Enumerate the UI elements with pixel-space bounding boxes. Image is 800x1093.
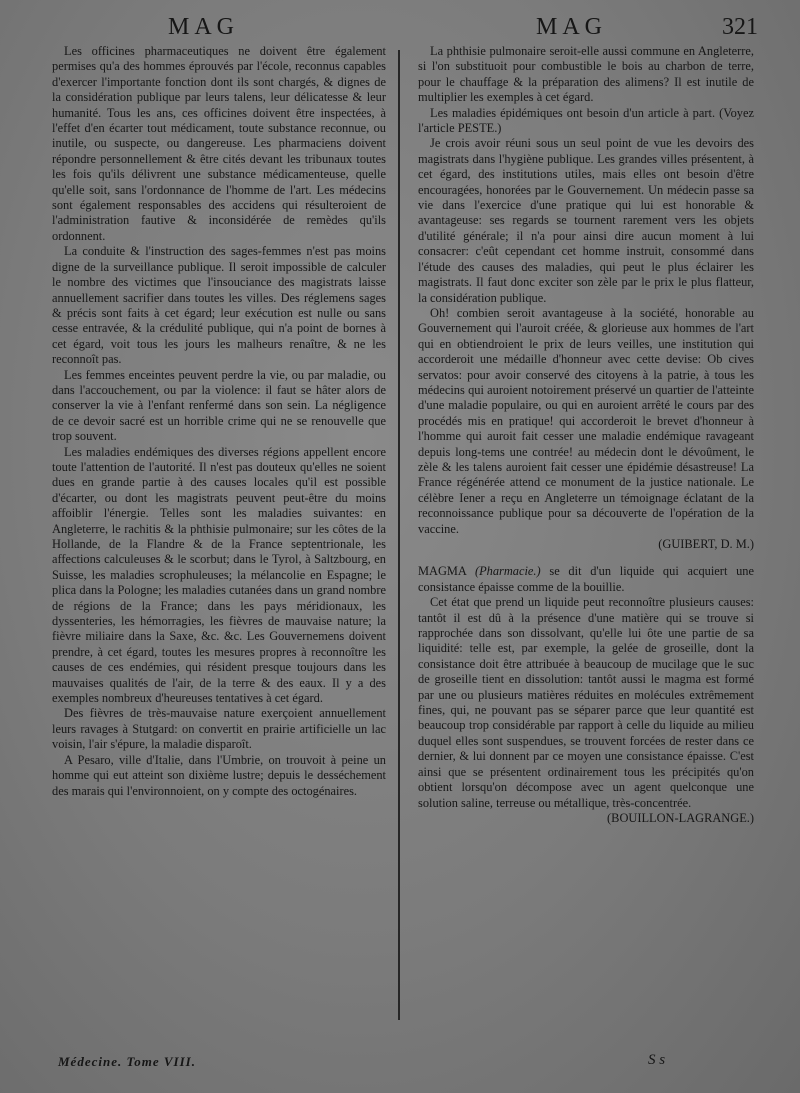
paragraph-medaille: Oh! combien seroit avantageuse à la société, honorable au Gouvernement qui l'auroit créée, & glorieuse aux hommes de l'art qui en obtiendroient le prix de leurs veilles, une institution qui accorderoit une médaille d'honneur avec cette devise: Ob cives servatos: pour avoir conservé des citoyens à la patrie, à tous les médecins qui auroient notoirement préservé un quartier de l'atteinte d'une maladie populaire, ou qui en auroient arrêté le cours par des procédés mis en pratique! qui accorderoit le brevet d'honneur à l'homme qui auroit fait cesser une maladie endémique ravageant depuis long-tems une contrée! au médecin dont le dévoûment, le zèle & les talens auroient fait cesser une épidémie désastreuse! La France régénérée attend ce monument de la justice nationale. Le célèbre Iener a reçu en Angleterre un témoignage éclatant de la reconnoissance publique pour sa découverte de l'opération de la vaccine.	[418, 305, 754, 536]
footer-signature-mark: S s	[648, 1052, 666, 1068]
signature-bouillon-lagrange: (BOUILLON-LAGRANGE.)	[607, 810, 754, 825]
paragraph-sages-femmes: La conduite & l'instruction des sages-femmes n'est pas moins digne de la surveillance publique. Il seroit impossible de calculer le nombre des victimes que l'insouciance des magistrats laisse annuellement sacrifier dans toutes les villes. Des réglemens sages & précis sont faits à cet égard; leur exécution est nulle ou sans cesse entravée, & la crédulité publique, qui n'a point de bornes à cet égard, voit tous les jours les malheurs renaître, & ne les reconnoît pas.	[52, 244, 386, 367]
paragraph-officines: Les officines pharmaceutiques ne doivent être également permises qu'a des hommes éprouvés par l'école, reconnus capables d'exercer l'importante fonction dont ils sont chargés, & dignes de la considération publique par leurs talens, leur délicatesse & leur humanité. Tous les ans, ces officines doivent être inspectées, à l'effet d'en écarter tout médicament, toute substance reconnue, ou inutile, ou suspecte, ou dangereuse. Les pharmaciens doivent répondre personnellement & être cités devant les tribunaux toutes les fois qu'ils délivrent une substance médicamenteuse, quelle qu'elle soit, sans l'ordonnance de l'homme de l'art. Les médecins sont également responsables des accidens qui résulteroient de l'administration fautive & inconsidérée de remèdes qu'ils ordonnent.	[52, 44, 386, 243]
paragraph-femmes-enceintes: Les femmes enceintes peuvent perdre la vie, ou par maladie, ou dans l'accouchement, ou par la violence: il faut se hâter alors de conserver la vie à l'enfant renfermé dans son sein. La négligence de ce devoir sacré est un horrible crime qui ne se renouvelle que trop souvent.	[52, 367, 386, 444]
right-column	[418, 44, 754, 1074]
footer-volume: Médecine. Tome VIII.	[58, 1054, 196, 1069]
paragraph-epidemiques: Les maladies épidémiques ont besoin d'un article à part. (Voyez l'article PESTE.)	[418, 105, 754, 136]
entry-magma	[418, 564, 754, 595]
paragraph-magma-detail: Cet état que prend un liquide peut reconnoître plusieurs causes: tantôt il est dû à la présence d'une matière qui se trouve si rapprochée dans son dissolvant, qu'elle lui ôte une partie de sa liquidité: telle est, par exemple, la gelée de groseille, dont la consistance doit être attribuée à beaucoup de mucilage que le suc de groseille tient en dissolution: tantôt aussi le magma est formé par une ou plusieurs matières réduites en molécules extrêmement fines, qui, ne pouvant pas se séparer parce que leur quantité est beaucoup trop considérable par rapport à celle du liquide au milieu duquel elles sont suspendues, se trouvent forcées de rester dans ce dernier, & lui donnent par ce moyen une consistance épaisse. C'est ainsi que se présentent ordinairement tous les précipités qu'on obtient lorsqu'on décompose avec un agent quelconque une solution saline, terreuse ou métallique, très-concentrée.	[418, 595, 754, 810]
paragraph-pesaro: A Pesaro, ville d'Italie, dans l'Umbrie, on trouvoit à peine un homme qui eut atteint son dixième lustre; depuis le desséchement des marais qui l'environnoient, on y compte des octogénaires.	[52, 752, 386, 798]
page-number: 321	[722, 14, 758, 40]
signature-guibert: (GUIBERT, D. M.)	[658, 537, 754, 551]
left-column	[52, 44, 386, 1074]
magma-definition: se dit d'un liquide qui acquiert une consistance épaisse comme de la bouillie.	[418, 564, 754, 594]
running-head-right: MAG	[536, 14, 608, 40]
paragraph-stutgard: Des fièvres de très-mauvaise nature exerçoient annuellement leurs ravages à Stutgard: on convertit en prairie artificielle un lac voisin, l'air s'épure, la maladie disparoît.	[52, 706, 386, 752]
magma-headword: MAGMA	[418, 564, 467, 579]
paragraph-magistrats: Je crois avoir réuni sous un seul point de vue les devoirs des magistrats dans l'hygiène publique. Les grandes villes présentent, à cet égard, des institutions utiles, mais elles ont besoin d'être encouragées, honorées par le Gouvernement. Un médecin passe sa vie dans l'exercice d'une pratique qui lui est honorable & avantageuse: ses regards se tournent rarement vers les objets d'utilité générale; il n'a pour ainsi dire aucun moment à lui consacrer: c'eût cependant cet homme instruit, consommé dans l'étude des causes des maladies, qui peut le plus éclairer les magistrats. Il faut donc exciter son zèle par le prix le plus flatteur, la considération publique.	[418, 136, 754, 305]
paragraph-maladies-endemiques: Les maladies endémiques des diverses régions appellent encore toute l'attention de l'autorité. Il n'est pas douteux qu'elles ne soient dues en grande partie à des causes locales qu'il est possible d'écarter, ou dont les magistrats peuvent peut-être du moins affoiblir l'énergie. Telles sont les maladies suivantes: en Angleterre, le rachitis & la phthisie pulmonaire; sur les côtes de la Hollande, de la Flandre & de la France septentrionale, les affections calculeuses & le scorbut; dans le Tyrol, à Saltzbourg, en Suisse, les maladies scrophuleuses; la mélancolie en Espagne; le plica dans la Pologne; les maladies cutanées dans un grand nombre de régions de la France; dans les pays méridionaux, les dyssenteries, les hémorragies, les fièvres de mauvaise nature; la fièvre miliaire dans la Saxe, &c. &c. Les Gouvernemens doivent prendre, à cet égard, toutes les mesures propres à reconnoître les causes de ces endémies, qui résident presque toujours dans les mauvaises qualités de l'air, de la terre & des eaux. Il y a des exemples nombreux d'heureuses tentatives à cet égard.	[52, 444, 386, 706]
running-head-left: MAG	[168, 14, 240, 40]
column-divider	[398, 50, 400, 1020]
magma-category: (Pharmacie.)	[474, 564, 541, 579]
paragraph-phthisie: La phthisie pulmonaire seroit-elle aussi commune en Angleterre, si l'on substituoit pour combustible le bois au charbon de terre, pour le chauffage & la préparation des alimens? Il est inutile de multiplier les exemples à cet égard.	[418, 44, 754, 105]
